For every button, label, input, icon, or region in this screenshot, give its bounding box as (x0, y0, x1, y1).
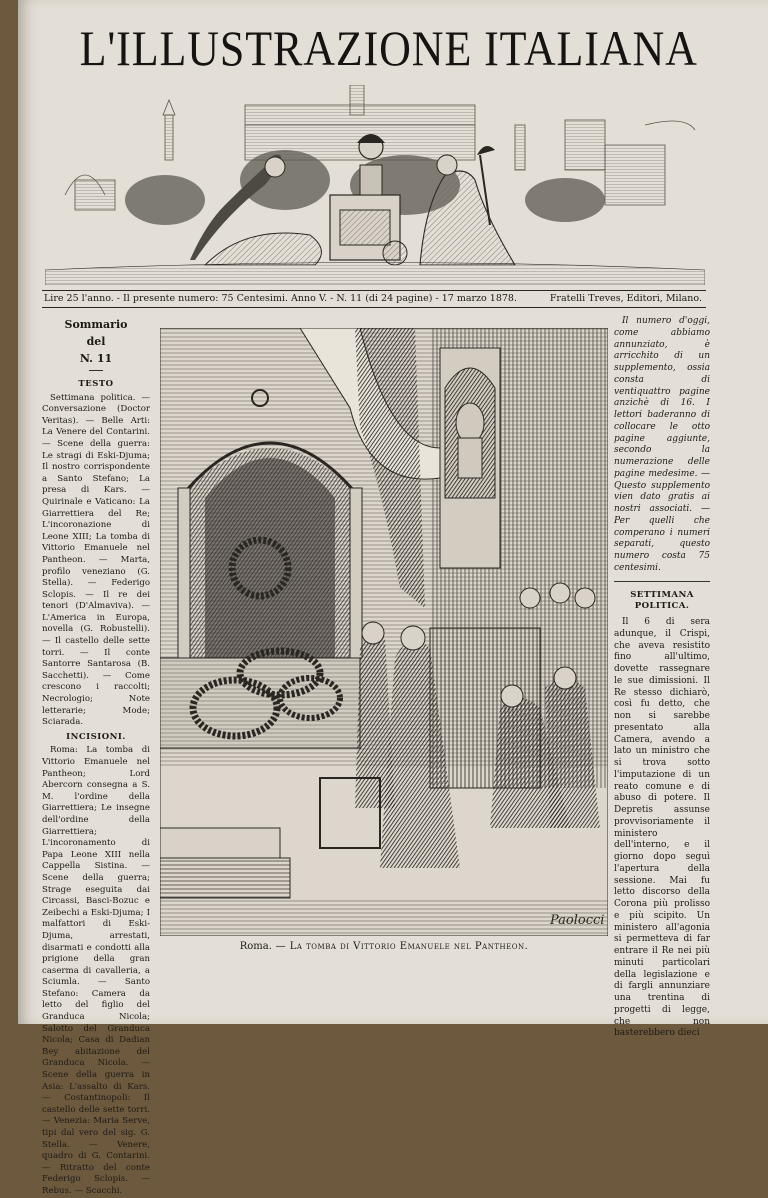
caption-text: — La tomba di Vittorio Emanuele nel Pantheon. (271, 941, 529, 952)
engraver-signature: Paolocci (550, 913, 605, 928)
sommario-issue-number: N. 11 (79, 352, 113, 365)
settimana-politica-text: Il 6 di sera adunque, il Crispi, che aveva resistito fino all'ultimo, dovette rassegnare le sue dimissioni. Il Re stesso dichiarò, così fu detto, che non si sarebbe presentato alla Camera, avendo a lato un ministro che si trova sotto l'imputazione di un reato comune e di abuso di potere. Il Depretis assunse provvisoriamente il ministero dell'interno, e il giorno dopo seguì l'apertura della sessione. Mai fu letto discorso della Corona più prolisso e più scipito. Un ministero all'agonia si permetteva di far entrare il Re nei più minuti particolari della legislazione e di fargli annunziare una trentina di progetti di legge, che non basterebbero dieci (614, 617, 710, 1039)
testo-contents: Settimana politica. — Conversazione (Doctor Veritas). — Belle Arti: La Venere del Contarini. — Scene della guerra: Le stragi di Eski-Djuma; Il nostro corrispondente a Santo Stefano; La presa di Kars. — Quirinale e Vaticano: La Giarrettiera del Re; L'incoronazione di Leone XIII; La tomba di Vittorio Emanuele nel Pantheon. — Marta, profilo veneziano (G. Stella). — Federigo Sclopis. — Il re dei tenori (D'Almaviva). — L'America in Europa, novella (G. Robustelli). — Il castello delle sette torri. — Il conte Santorre Santarosa (B. Sacchetti). — Come crescono i raccolti; Necrologio; Note letterarie; Mode; Sciarada. (42, 392, 150, 728)
incisioni-label: INCISIONI. (66, 731, 126, 742)
publisher: Fratelli Treves, Editori, Milano. (549, 293, 702, 304)
engraving-caption (160, 940, 608, 954)
sommario-heading: Sommario (64, 318, 128, 331)
masthead-title: L'ILLUSTRAZIONE ITALIANA (79, 20, 698, 76)
price-issue-date: Lire 25 l'anno. - Il presente numero: 75 Centesimi. Anno V. - N. 11 (di 24 pagine) - 17 marzo 1878. (44, 293, 517, 304)
divider (614, 581, 710, 582)
publication-info-line (42, 290, 706, 308)
divider (89, 370, 103, 371)
sommario-heading-del: del (86, 335, 106, 348)
caption-place: Roma. (239, 941, 272, 952)
settimana-politica-heading: SETTIMANA POLITICA. (630, 589, 694, 612)
masthead-engraving (45, 85, 705, 285)
testo-label: TESTO (78, 379, 114, 389)
tomb-engraving (160, 328, 608, 936)
sommario-column (42, 316, 150, 1198)
right-column (614, 316, 710, 1040)
incisioni-contents: Roma: La tomba di Vittorio Emanuele nel Pantheon; Lord Abercorn consegna a S. M. l'ordine della Giarrettiera; Le insegne dell'ordine della Giarrettiera; L'incoronamento di Papa Leone XIII nella Cappella Sistina. — Scene della guerra; Strage eseguita dai Circassi, Basci-Bozuc e Zeibechi a Eski-Djuma; I malfattori di Eski-Djuma, arrestati, disarmati e condotti alla prigione della gran caserma di cavalleria, a Sciumla. — Santo Stefano: Camera da letto del figlio del Granduca Nicola; Salotto del Granduca Nicola; Casa di Dadian Bey abitazione del Granduca Nicola. — Scene della guerra in Asia: L'assalto di Kars. — Costantinopoli: Il castello delle sette torri. — Venezia: Maria Serve, tipi dal vero del sig. G. Stella. — Venere, quadro di G. Contarini. — Ritratto del conte Federigo Sclopis. — Rebus. — Scacchi. (42, 745, 150, 1196)
supplement-notice: Il numero d'oggi, come abbiamo annunziato, è arricchito di un supplemento, ossia consta di ventiquattro pagine anzichè di 16. I lettori baderanno di collocare le otto pagine aggiunte, secondo la numerazione delle pagine medesime. — Questo supplemento vien dato gratis ai nostri associati. — Per quelli che comperano i numeri separati, questo numero costa 75 centesimi. (614, 316, 710, 573)
